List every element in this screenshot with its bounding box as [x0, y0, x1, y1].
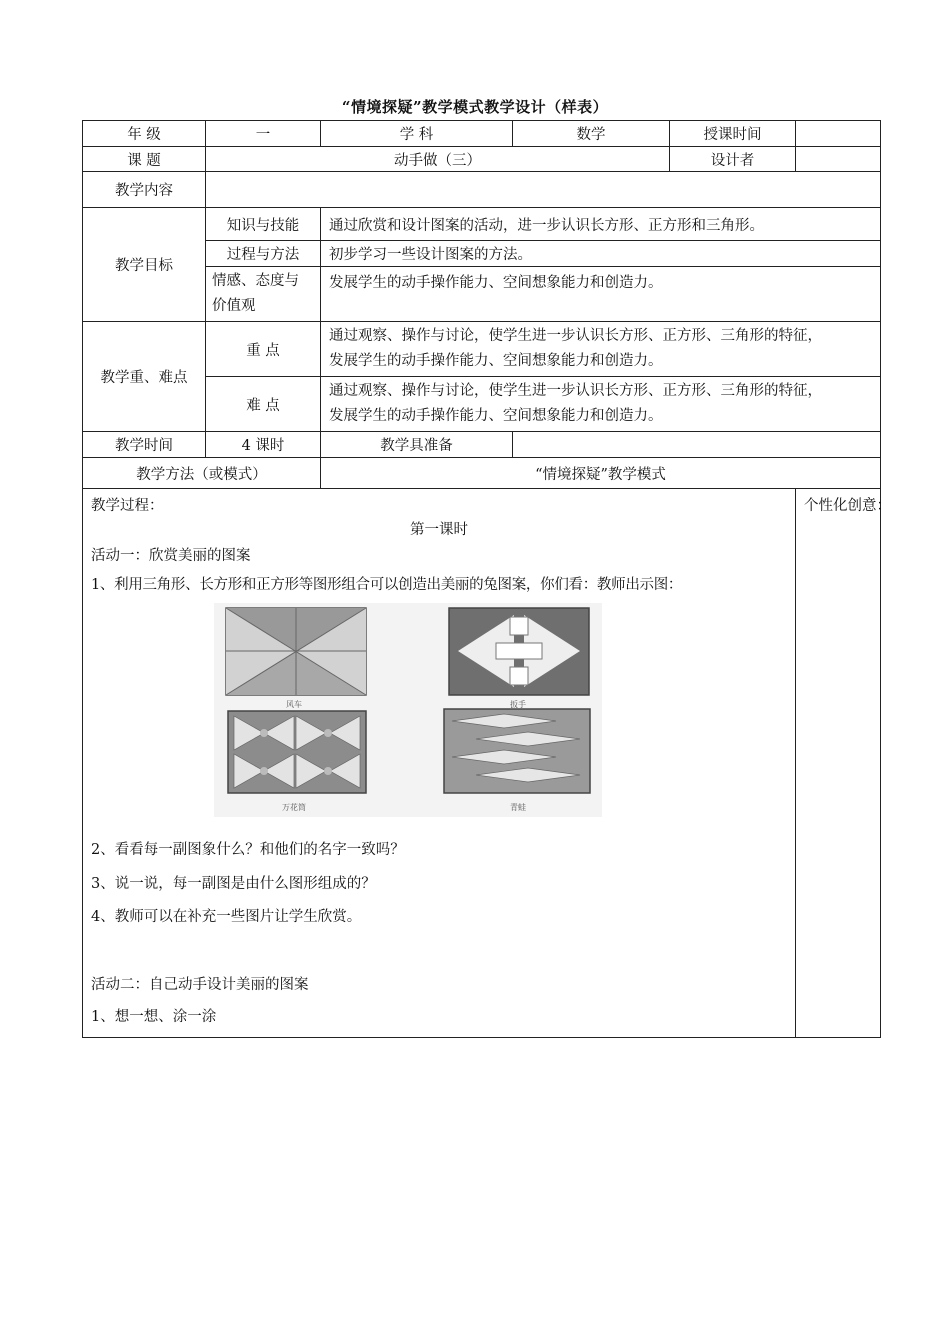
row-process [83, 489, 881, 1038]
goal-process-label: 过程与方法 [206, 241, 321, 267]
goal-emotion-label-line1: 情感、态度与 [212, 273, 299, 289]
lesson-plan-table [82, 120, 891, 1038]
goal-knowledge-label: 知识与技能 [206, 208, 321, 241]
activity-two: 活动二：自己动手设计美丽的图案 [91, 977, 309, 993]
pattern-figure-svg [214, 603, 602, 817]
goal-knowledge-text: 通过欣赏和设计图案的活动，进一步认识长方形、正方形和三角形。 [321, 208, 881, 241]
method-value: “情境探疑”教学模式 [321, 458, 881, 489]
teaching-time-value: 4 课时 [206, 432, 321, 458]
item-2: 2、看看每一副图象什么？和他们的名字一致吗？ [91, 842, 405, 858]
goal-emotion-text: 发展学生的动手操作能力、空间想象能力和创造力。 [321, 267, 881, 322]
row-topic [83, 147, 881, 172]
wrench-image [449, 608, 589, 695]
activity-one: 活动一：欣赏美丽的图案 [91, 548, 251, 564]
tools-label: 教学具准备 [321, 432, 513, 458]
caption-wrench: 扳手 [510, 700, 526, 709]
topic-value: 动手做（三） [206, 147, 670, 172]
designer-value [796, 147, 881, 172]
document-title: “情境探疑”教学模式教学设计（样表） [341, 98, 609, 116]
topic-label: 课 题 [83, 147, 206, 172]
difficult-point-text-line2: 发展学生的动手操作能力、空间想象能力和创造力。 [329, 408, 663, 424]
pattern-figure [214, 603, 602, 817]
item-4: 4、教师可以在补充一些图片让学生欣赏。 [91, 909, 362, 925]
class-time-value [796, 121, 881, 147]
key-point-text [321, 322, 881, 377]
pinwheel-image [226, 608, 366, 695]
row-key-point [83, 322, 881, 377]
subject-value: 数学 [513, 121, 670, 147]
goal-emotion-label-line2: 价值观 [212, 298, 256, 314]
content-label: 教学内容 [83, 172, 206, 208]
key-point-label: 重 点 [206, 322, 321, 377]
process-cell [83, 489, 796, 1038]
tools-value [513, 432, 881, 458]
key-point-text-line1: 通过观察、操作与讨论，使学生进一步认识长方形、正方形、三角形的特征， [329, 328, 822, 344]
caption-frog: 青蛙 [510, 803, 526, 812]
caption-pinwheel: 风车 [286, 700, 302, 709]
lesson-title: 第一课时 [410, 522, 468, 538]
grade-label: 年 级 [83, 121, 206, 147]
difficult-point-label: 难 点 [206, 377, 321, 432]
goal-emotion-label [206, 267, 321, 322]
item-3: 3、说一说，每一副图是由什么图形组成的？ [91, 876, 376, 892]
content-value [206, 172, 881, 208]
frog-image [444, 709, 590, 793]
subject-label: 学 科 [321, 121, 513, 147]
row-content [83, 172, 881, 208]
method-label: 教学方法（或模式） [83, 458, 321, 489]
row-grade [83, 121, 881, 147]
grade-value: 一 [206, 121, 321, 147]
key-difficult-label: 教学重、难点 [83, 322, 206, 432]
key-point-text-line2: 发展学生的动手操作能力、空间想象能力和创造力。 [329, 353, 663, 369]
personal-creativity-cell [796, 489, 891, 1038]
row-teaching-time [83, 432, 881, 458]
designer-label: 设计者 [670, 147, 796, 172]
kaleidoscope-image [228, 711, 366, 793]
personal-creativity-label: 个性化创意： [804, 498, 891, 514]
item-5: 1、想一想、涂一涂 [91, 1009, 217, 1025]
difficult-point-text [321, 377, 881, 432]
goal-process-text: 初步学习一些设计图案的方法。 [321, 241, 881, 267]
goals-label: 教学目标 [83, 208, 206, 322]
row-goal-knowledge [83, 208, 881, 241]
process-label: 教学过程： [91, 498, 164, 514]
row-method [83, 458, 881, 489]
teaching-time-label: 教学时间 [83, 432, 206, 458]
caption-kaleidoscope: 万花筒 [282, 803, 306, 812]
difficult-point-text-line1: 通过观察、操作与讨论，使学生进一步认识长方形、正方形、三角形的特征， [329, 383, 822, 399]
class-time-label: 授课时间 [670, 121, 796, 147]
item-1: 1、利用三角形、长方形和正方形等图形组合可以创造出美丽的兔图案，你们看：教师出示图： [91, 577, 683, 593]
